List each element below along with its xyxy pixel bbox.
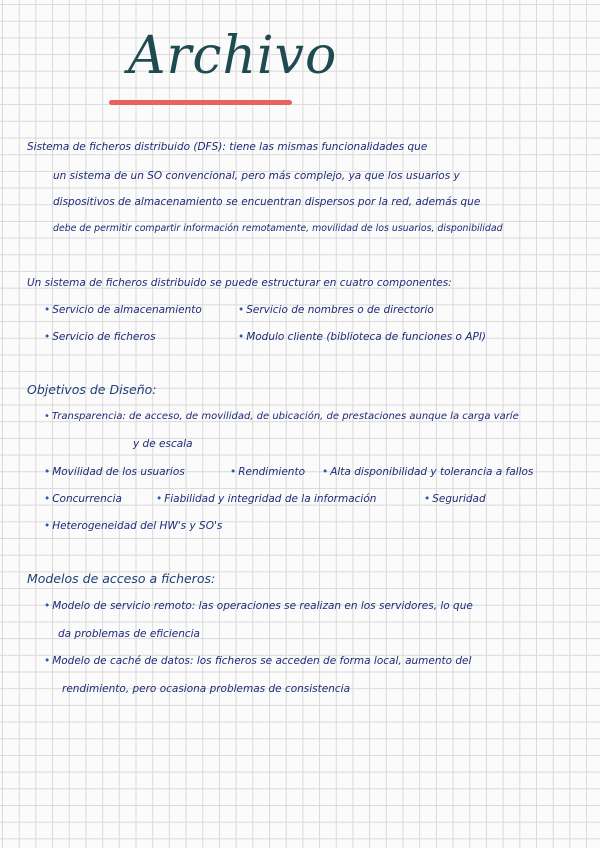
objective-item [44,519,222,533]
objective-continuation: y de escala [133,438,193,450]
objective-label: Seguridad [432,493,486,505]
objective-item [44,492,122,506]
objective-label: Concurrencia [52,493,122,505]
objective-item [44,410,519,424]
bullet-icon: • [322,466,329,478]
objectives-heading: Objetivos de Diseño: [27,382,157,397]
objective-item [156,492,376,506]
model-item [44,599,473,613]
model-label: Modelo de servicio remoto: las operaciones se realizan en los servidores, lo que [52,600,473,612]
page-title: Archivo [128,26,338,86]
bullet-icon: • [230,466,237,478]
component-item [238,330,486,344]
bullet-icon: • [238,304,245,316]
component-item [44,303,202,317]
objective-label: Fiabilidad y integridad de la información [164,493,377,505]
bullet-icon: • [238,331,245,343]
bullet-icon: • [44,331,51,343]
model-item [44,654,471,668]
bullet-icon: • [44,304,51,316]
bullet-icon: • [44,655,51,667]
bullet-icon: • [44,493,51,505]
bullet-icon: • [44,520,51,532]
model-label: Modelo de caché de datos: los ficheros se acceden de forma local, aumento del [52,655,472,667]
component-item [238,303,434,317]
objective-label: Movilidad de los usuarios [52,466,185,478]
dfs-line-1: Sistema de ficheros distribuido (DFS): tiene las mismas funcionalidades que [27,141,428,153]
bullet-icon: • [156,493,163,505]
objective-item [230,465,305,479]
component-label: Servicio de ficheros [52,331,156,343]
component-label: Servicio de almacenamiento [52,304,202,316]
title-underline [109,100,292,105]
objective-item [44,465,185,479]
model-continuation: rendimiento, pero ocasiona problemas de consistencia [62,683,351,695]
models-heading: Modelos de acceso a ficheros: [27,571,216,586]
component-label: Modulo cliente (biblioteca de funciones o API) [246,331,487,343]
bullet-icon: • [44,411,50,422]
bullet-icon: • [424,493,431,505]
objective-label: Heterogeneidad del HW's y SO's [52,520,223,532]
bullet-icon: • [44,600,51,612]
dfs-line-3: dispositivos de almacenamiento se encuentran dispersos por la red, además que [53,196,481,208]
objective-item [424,492,486,506]
components-intro: Un sistema de ficheros distribuido se puede estructurar en cuatro componentes: [27,277,452,289]
bullet-icon: • [44,466,51,478]
model-continuation: da problemas de eficiencia [58,628,200,640]
dfs-line-4: debe de permitir compartir información remotamente, movilidad de los usuarios, disponibilidad [53,223,503,234]
objective-item [322,465,533,479]
objective-label: Transparencia: de acceso, de movilidad, de ubicación, de prestaciones aunque la carga varíe [51,411,519,422]
dfs-line-2: un sistema de un SO convencional, pero más complejo, ya que los usuarios y [53,170,460,182]
objective-label: Alta disponibilidad y tolerancia a fallos [330,466,534,478]
component-item [44,330,156,344]
component-label: Servicio de nombres o de directorio [246,304,434,316]
objective-label: Rendimiento [238,466,305,478]
